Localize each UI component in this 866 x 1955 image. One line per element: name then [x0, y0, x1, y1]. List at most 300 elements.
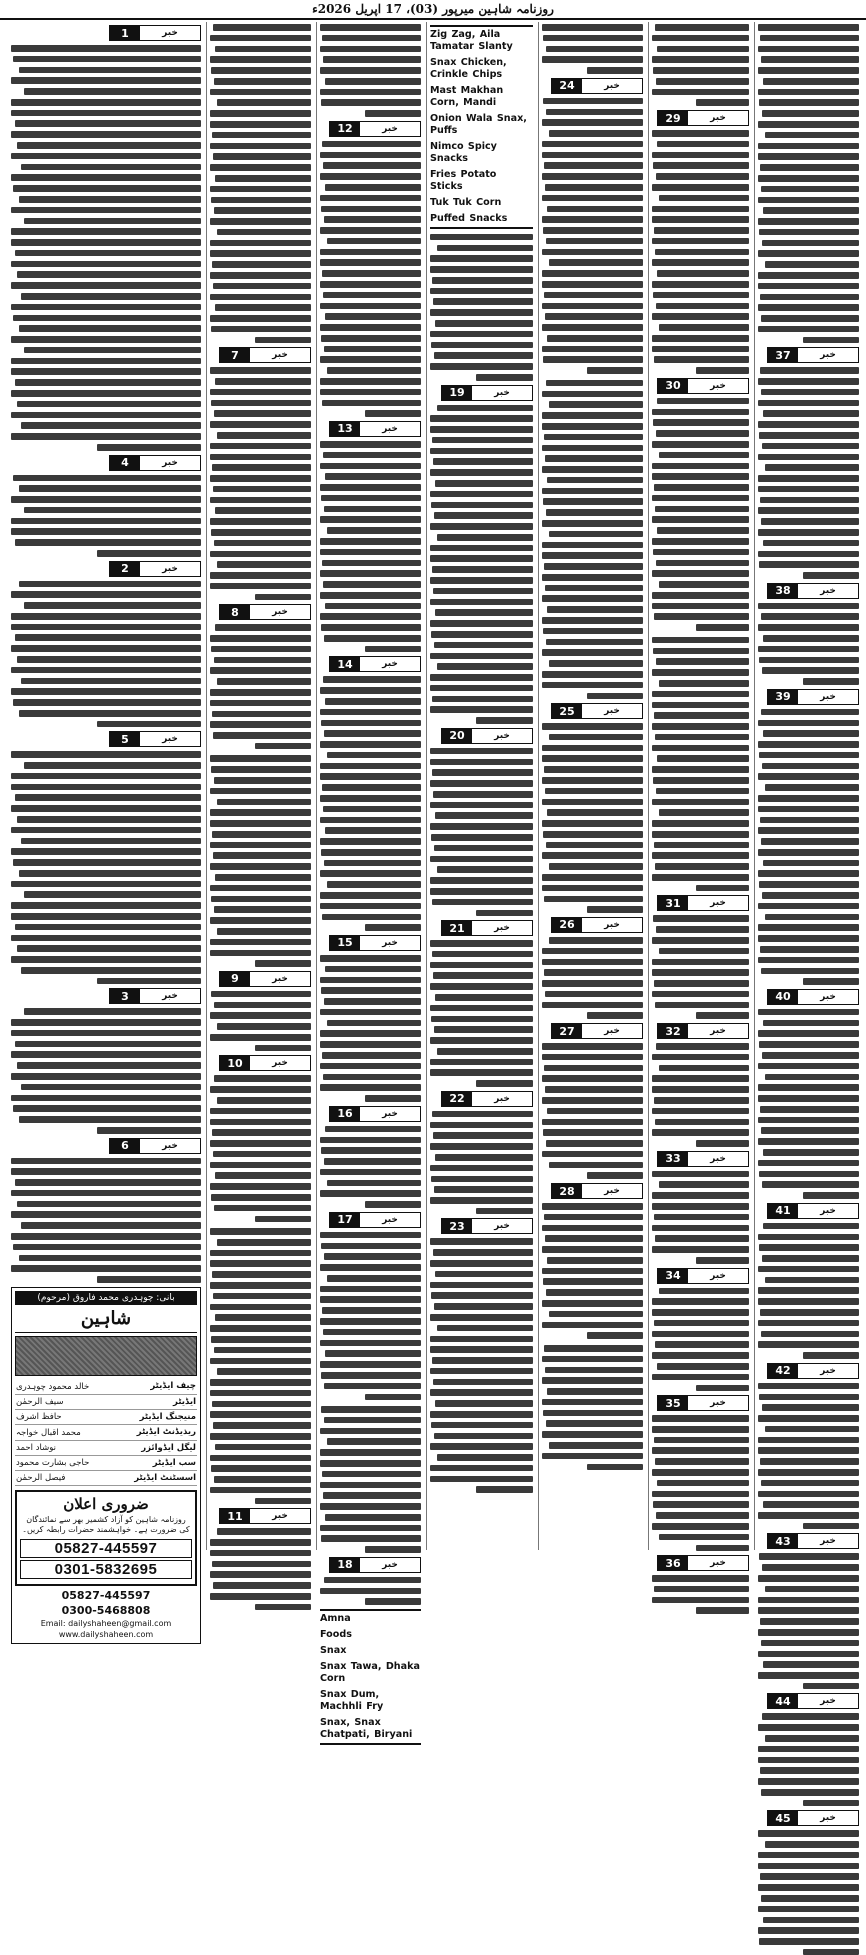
text-line	[546, 842, 643, 849]
text-line	[542, 1377, 643, 1384]
text-line	[325, 1514, 421, 1521]
text-line	[212, 1271, 311, 1278]
text-line	[430, 1389, 533, 1396]
text-line	[657, 1480, 749, 1487]
text-line	[761, 968, 859, 975]
text-line	[97, 1276, 202, 1283]
text-line	[656, 430, 749, 437]
text-line	[758, 153, 859, 160]
text-line	[325, 1350, 421, 1357]
text-line	[431, 1176, 533, 1183]
news-label: خبر	[820, 1536, 836, 1547]
text-line	[655, 1235, 749, 1242]
text-line	[210, 1358, 311, 1365]
text-line	[659, 1534, 749, 1541]
text-line	[11, 77, 201, 84]
text-line	[321, 1535, 421, 1542]
text-line	[758, 1383, 859, 1390]
text-line	[652, 1523, 749, 1530]
text-line	[762, 763, 859, 770]
text-line	[758, 1320, 859, 1327]
text-line	[11, 1030, 201, 1037]
text-line	[210, 475, 311, 482]
text-line	[543, 831, 643, 838]
news-number: 27	[552, 1024, 582, 1038]
staff-row	[15, 1395, 197, 1410]
text-line	[544, 1065, 643, 1072]
text-line	[759, 657, 859, 664]
text-line	[21, 164, 202, 171]
news-item	[758, 583, 859, 685]
news-number-badge	[551, 703, 643, 719]
text-line	[652, 473, 749, 480]
text-line	[431, 342, 533, 349]
news-number-badge	[767, 1533, 859, 1549]
contact-phone: 05827-445597	[61, 1589, 151, 1603]
news-label: خبر	[382, 1108, 398, 1119]
text-line	[213, 486, 311, 493]
text-line	[758, 1117, 859, 1124]
text-line	[437, 1325, 533, 1332]
text-line	[24, 891, 201, 898]
editorial-board	[11, 1287, 201, 1645]
newspaper-logo: شاہین	[15, 1305, 197, 1333]
news-item	[652, 378, 749, 631]
news-number-badge	[219, 347, 311, 363]
news-item	[320, 656, 421, 931]
text-line	[476, 1208, 533, 1215]
text-line	[217, 229, 311, 236]
text-line	[544, 162, 643, 169]
text-line	[431, 502, 533, 509]
text-line	[430, 877, 533, 884]
text-line	[657, 270, 749, 277]
news-number: 11	[220, 1509, 250, 1523]
text-line	[365, 1201, 421, 1208]
text-line	[17, 142, 201, 149]
text-line	[587, 367, 643, 374]
news-body	[11, 473, 201, 557]
news-label: خبر	[382, 423, 398, 434]
news-number-badge	[109, 561, 201, 577]
news-label: خبر	[820, 1813, 836, 1824]
text-line	[437, 1048, 533, 1055]
text-line	[435, 480, 533, 487]
text-line	[365, 1095, 421, 1102]
text-line	[652, 937, 749, 944]
text-line	[542, 216, 643, 223]
text-line	[19, 1255, 201, 1262]
news-number: 37	[768, 348, 798, 362]
text-line	[652, 1054, 749, 1061]
news-item	[542, 917, 643, 1019]
text-line	[432, 277, 533, 284]
text-line	[758, 46, 859, 53]
news-number: 33	[658, 1152, 688, 1166]
text-line	[803, 1523, 859, 1530]
text-line	[659, 1065, 749, 1072]
text-line	[210, 250, 311, 257]
text-line	[214, 410, 311, 417]
news-item	[652, 22, 749, 106]
text-line	[652, 1447, 749, 1454]
text-line	[210, 143, 311, 150]
text-line	[761, 186, 859, 193]
text-line	[320, 613, 421, 620]
news-number-badge	[767, 989, 859, 1005]
text-line	[696, 1012, 749, 1019]
text-line	[11, 207, 201, 214]
news-item	[652, 110, 749, 374]
text-line	[762, 1564, 859, 1571]
news-body	[320, 1575, 421, 1605]
text-line	[654, 1214, 749, 1221]
news-number: 3	[110, 989, 140, 1003]
news-label: خبر	[710, 1398, 726, 1409]
text-line	[758, 1629, 859, 1636]
text-line	[11, 751, 201, 758]
text-line	[320, 1428, 421, 1435]
text-line	[761, 1640, 859, 1647]
news-number: 22	[442, 1092, 472, 1106]
text-line	[430, 759, 533, 766]
text-line	[763, 1917, 859, 1924]
news-label: خبر	[710, 1026, 726, 1037]
text-line	[217, 99, 311, 106]
text-line	[476, 1080, 533, 1087]
text-line	[430, 1005, 533, 1012]
text-line	[217, 1023, 311, 1030]
news-item	[758, 689, 859, 985]
text-line	[217, 928, 311, 935]
text-line	[215, 378, 311, 385]
text-line	[758, 1830, 859, 1837]
text-line	[760, 1767, 859, 1774]
news-item	[758, 1810, 859, 1955]
text-line	[214, 777, 311, 784]
news-number-badge	[441, 728, 533, 744]
text-line	[11, 110, 201, 117]
text-line	[759, 561, 859, 568]
text-line	[547, 1108, 643, 1115]
text-line	[255, 1498, 311, 1505]
text-line	[11, 645, 201, 652]
news-body	[430, 938, 533, 1087]
news-body	[320, 953, 421, 1102]
news-number-badge	[441, 920, 533, 936]
text-line	[430, 823, 533, 830]
text-line	[433, 588, 533, 595]
text-line	[652, 1086, 749, 1093]
news-number-badge	[551, 1183, 643, 1199]
text-line	[759, 432, 859, 439]
text-line	[323, 1329, 421, 1336]
text-line	[759, 1171, 859, 1178]
text-line	[17, 656, 201, 663]
text-line	[542, 141, 643, 148]
text-line	[322, 400, 421, 407]
text-line	[544, 969, 643, 976]
founder-line: بانی: چوہدری محمد فاروق (مرحوم)	[15, 1291, 197, 1305]
news-label: خبر	[382, 937, 398, 948]
text-line	[545, 184, 643, 191]
news-body	[11, 579, 201, 728]
text-line	[210, 1228, 311, 1235]
text-line	[430, 1336, 533, 1343]
news-body	[320, 139, 421, 417]
news-body	[320, 439, 421, 652]
text-line	[758, 507, 859, 514]
text-line	[320, 1030, 421, 1037]
text-line	[320, 1169, 421, 1176]
news-number-badge	[657, 1268, 749, 1284]
text-line	[652, 1469, 749, 1476]
text-line	[656, 173, 749, 180]
text-line	[758, 326, 859, 333]
text-line	[657, 141, 749, 148]
text-line	[211, 1465, 311, 1472]
text-line	[210, 1455, 311, 1462]
news-body	[758, 1828, 859, 1955]
news-label: خبر	[162, 991, 178, 1002]
text-line	[435, 1154, 533, 1161]
text-line	[696, 99, 749, 106]
text-line	[11, 1168, 201, 1175]
news-body	[210, 622, 311, 749]
news-item	[758, 347, 859, 578]
text-line	[760, 946, 859, 953]
text-line	[210, 89, 311, 96]
text-line	[255, 1604, 311, 1611]
snack-ad-line: Tuk Tuk Corn	[430, 196, 502, 208]
news-number-badge	[441, 1091, 533, 1107]
news-number-badge	[329, 1557, 421, 1573]
news-number-badge	[657, 1023, 749, 1039]
text-line	[323, 1074, 421, 1081]
news-label: خبر	[820, 1696, 836, 1707]
news-item	[652, 895, 749, 1019]
text-line	[654, 1097, 749, 1104]
text-line	[211, 326, 311, 333]
text-line	[763, 1501, 859, 1508]
text-line	[215, 304, 311, 311]
news-item	[652, 1023, 749, 1147]
news-number: 29	[658, 111, 688, 125]
text-line	[654, 1320, 749, 1327]
text-line	[544, 896, 643, 903]
text-line	[210, 443, 311, 450]
snack-ad-line: Foods	[320, 1628, 352, 1640]
text-line	[696, 1607, 749, 1614]
text-line	[758, 1575, 859, 1582]
text-line	[11, 881, 201, 888]
text-line	[365, 1598, 421, 1605]
text-line	[549, 734, 643, 741]
text-line	[11, 1019, 201, 1026]
text-line	[655, 24, 749, 31]
text-line	[652, 1491, 749, 1498]
text-line	[210, 272, 311, 279]
text-line	[762, 667, 859, 674]
text-line	[210, 885, 311, 892]
text-line	[761, 838, 859, 845]
news-number: 41	[768, 1204, 798, 1218]
text-line	[321, 624, 421, 631]
text-line	[430, 288, 533, 295]
text-line	[762, 1404, 859, 1411]
text-line	[323, 806, 421, 813]
news-column-1	[754, 22, 862, 1825]
text-line	[210, 809, 311, 816]
news-number: 42	[768, 1364, 798, 1378]
text-line	[214, 1476, 311, 1483]
news-body	[542, 1201, 643, 1339]
text-line	[210, 572, 311, 579]
text-line	[211, 766, 311, 773]
text-line	[11, 518, 201, 525]
text-line	[320, 1525, 421, 1532]
text-line	[652, 495, 749, 502]
text-line	[762, 1181, 859, 1188]
text-line	[430, 1122, 533, 1129]
news-item	[652, 1555, 749, 1614]
text-line	[432, 899, 533, 906]
text-line	[255, 337, 311, 344]
text-line	[653, 67, 749, 74]
text-line	[320, 763, 421, 770]
news-body	[210, 1073, 311, 1222]
text-line	[320, 1588, 421, 1595]
text-line	[653, 419, 749, 426]
text-line	[15, 1041, 201, 1048]
text-line	[542, 391, 643, 398]
text-line	[546, 1420, 643, 1427]
text-line	[760, 497, 859, 504]
news-number: 39	[768, 690, 798, 704]
text-line	[365, 1546, 421, 1553]
news-number: 24	[552, 79, 582, 93]
text-line	[215, 624, 311, 631]
text-line	[659, 948, 749, 955]
text-line	[543, 498, 643, 505]
text-line	[696, 624, 749, 631]
text-line	[430, 888, 533, 895]
news-number-badge	[551, 1023, 643, 1039]
news-label: خبر	[272, 350, 288, 361]
text-line	[431, 631, 533, 638]
text-line	[215, 874, 311, 881]
news-item	[758, 1693, 859, 1806]
text-line	[434, 352, 533, 359]
text-line	[758, 89, 859, 96]
snack-ad-line: Nimco Spicy Snacks	[430, 140, 497, 164]
text-line	[758, 720, 859, 727]
news-label: خبر	[604, 706, 620, 717]
text-line	[758, 1469, 859, 1476]
text-line	[210, 218, 311, 225]
news-item	[758, 1363, 859, 1530]
text-line	[696, 1140, 749, 1147]
text-line	[542, 1356, 643, 1363]
text-line	[476, 1486, 533, 1493]
text-line	[320, 46, 421, 53]
text-line	[321, 720, 421, 727]
text-line	[320, 1232, 421, 1239]
text-line	[758, 1757, 859, 1764]
text-line	[762, 110, 859, 117]
text-line	[430, 1260, 533, 1267]
text-line	[211, 646, 311, 653]
text-line	[214, 906, 311, 913]
text-line	[542, 324, 643, 331]
text-line	[19, 485, 201, 492]
text-line	[542, 755, 643, 762]
text-line	[758, 197, 859, 204]
text-line	[759, 1041, 859, 1048]
text-line	[652, 516, 749, 523]
text-line	[320, 773, 421, 780]
staff-name: حافظ اشرف	[16, 1411, 62, 1422]
text-line	[758, 1746, 859, 1753]
news-item	[758, 22, 859, 343]
text-line	[758, 1672, 859, 1679]
news-number: 21	[442, 921, 472, 935]
text-line	[11, 239, 201, 246]
text-line	[320, 1449, 421, 1456]
news-body	[542, 1041, 643, 1179]
news-item	[210, 1226, 311, 1504]
text-line	[758, 795, 859, 802]
text-line	[803, 1949, 859, 1955]
news-item	[320, 1557, 421, 1605]
news-number: 17	[330, 1213, 360, 1227]
text-line	[324, 216, 421, 223]
text-line	[434, 1303, 533, 1310]
text-line	[652, 409, 749, 416]
news-label: خبر	[710, 1153, 726, 1164]
text-line	[320, 152, 421, 159]
snack-ad-line: Onion Wala Snax, Puffs	[430, 112, 527, 136]
text-line	[652, 969, 749, 976]
text-line	[210, 35, 311, 42]
text-line	[758, 1341, 859, 1348]
text-line	[11, 613, 201, 620]
text-line	[217, 561, 311, 568]
news-item	[542, 1343, 643, 1470]
text-line	[655, 1458, 749, 1465]
text-line	[542, 649, 643, 656]
text-line	[542, 617, 643, 624]
news-item	[758, 1533, 859, 1689]
text-line	[652, 831, 749, 838]
text-line	[434, 1433, 533, 1440]
text-line	[430, 1165, 533, 1172]
text-line	[758, 400, 859, 407]
text-line	[211, 991, 311, 998]
text-line	[652, 1203, 749, 1210]
news-number-badge	[109, 988, 201, 1004]
text-line	[321, 495, 421, 502]
text-line	[657, 398, 749, 405]
text-line	[430, 1143, 533, 1150]
text-line	[320, 1137, 421, 1144]
staff-row	[15, 1410, 197, 1425]
news-item	[210, 1055, 311, 1222]
text-line	[652, 1352, 749, 1359]
text-line	[11, 304, 201, 311]
text-line	[211, 67, 311, 74]
text-line	[210, 1183, 311, 1190]
